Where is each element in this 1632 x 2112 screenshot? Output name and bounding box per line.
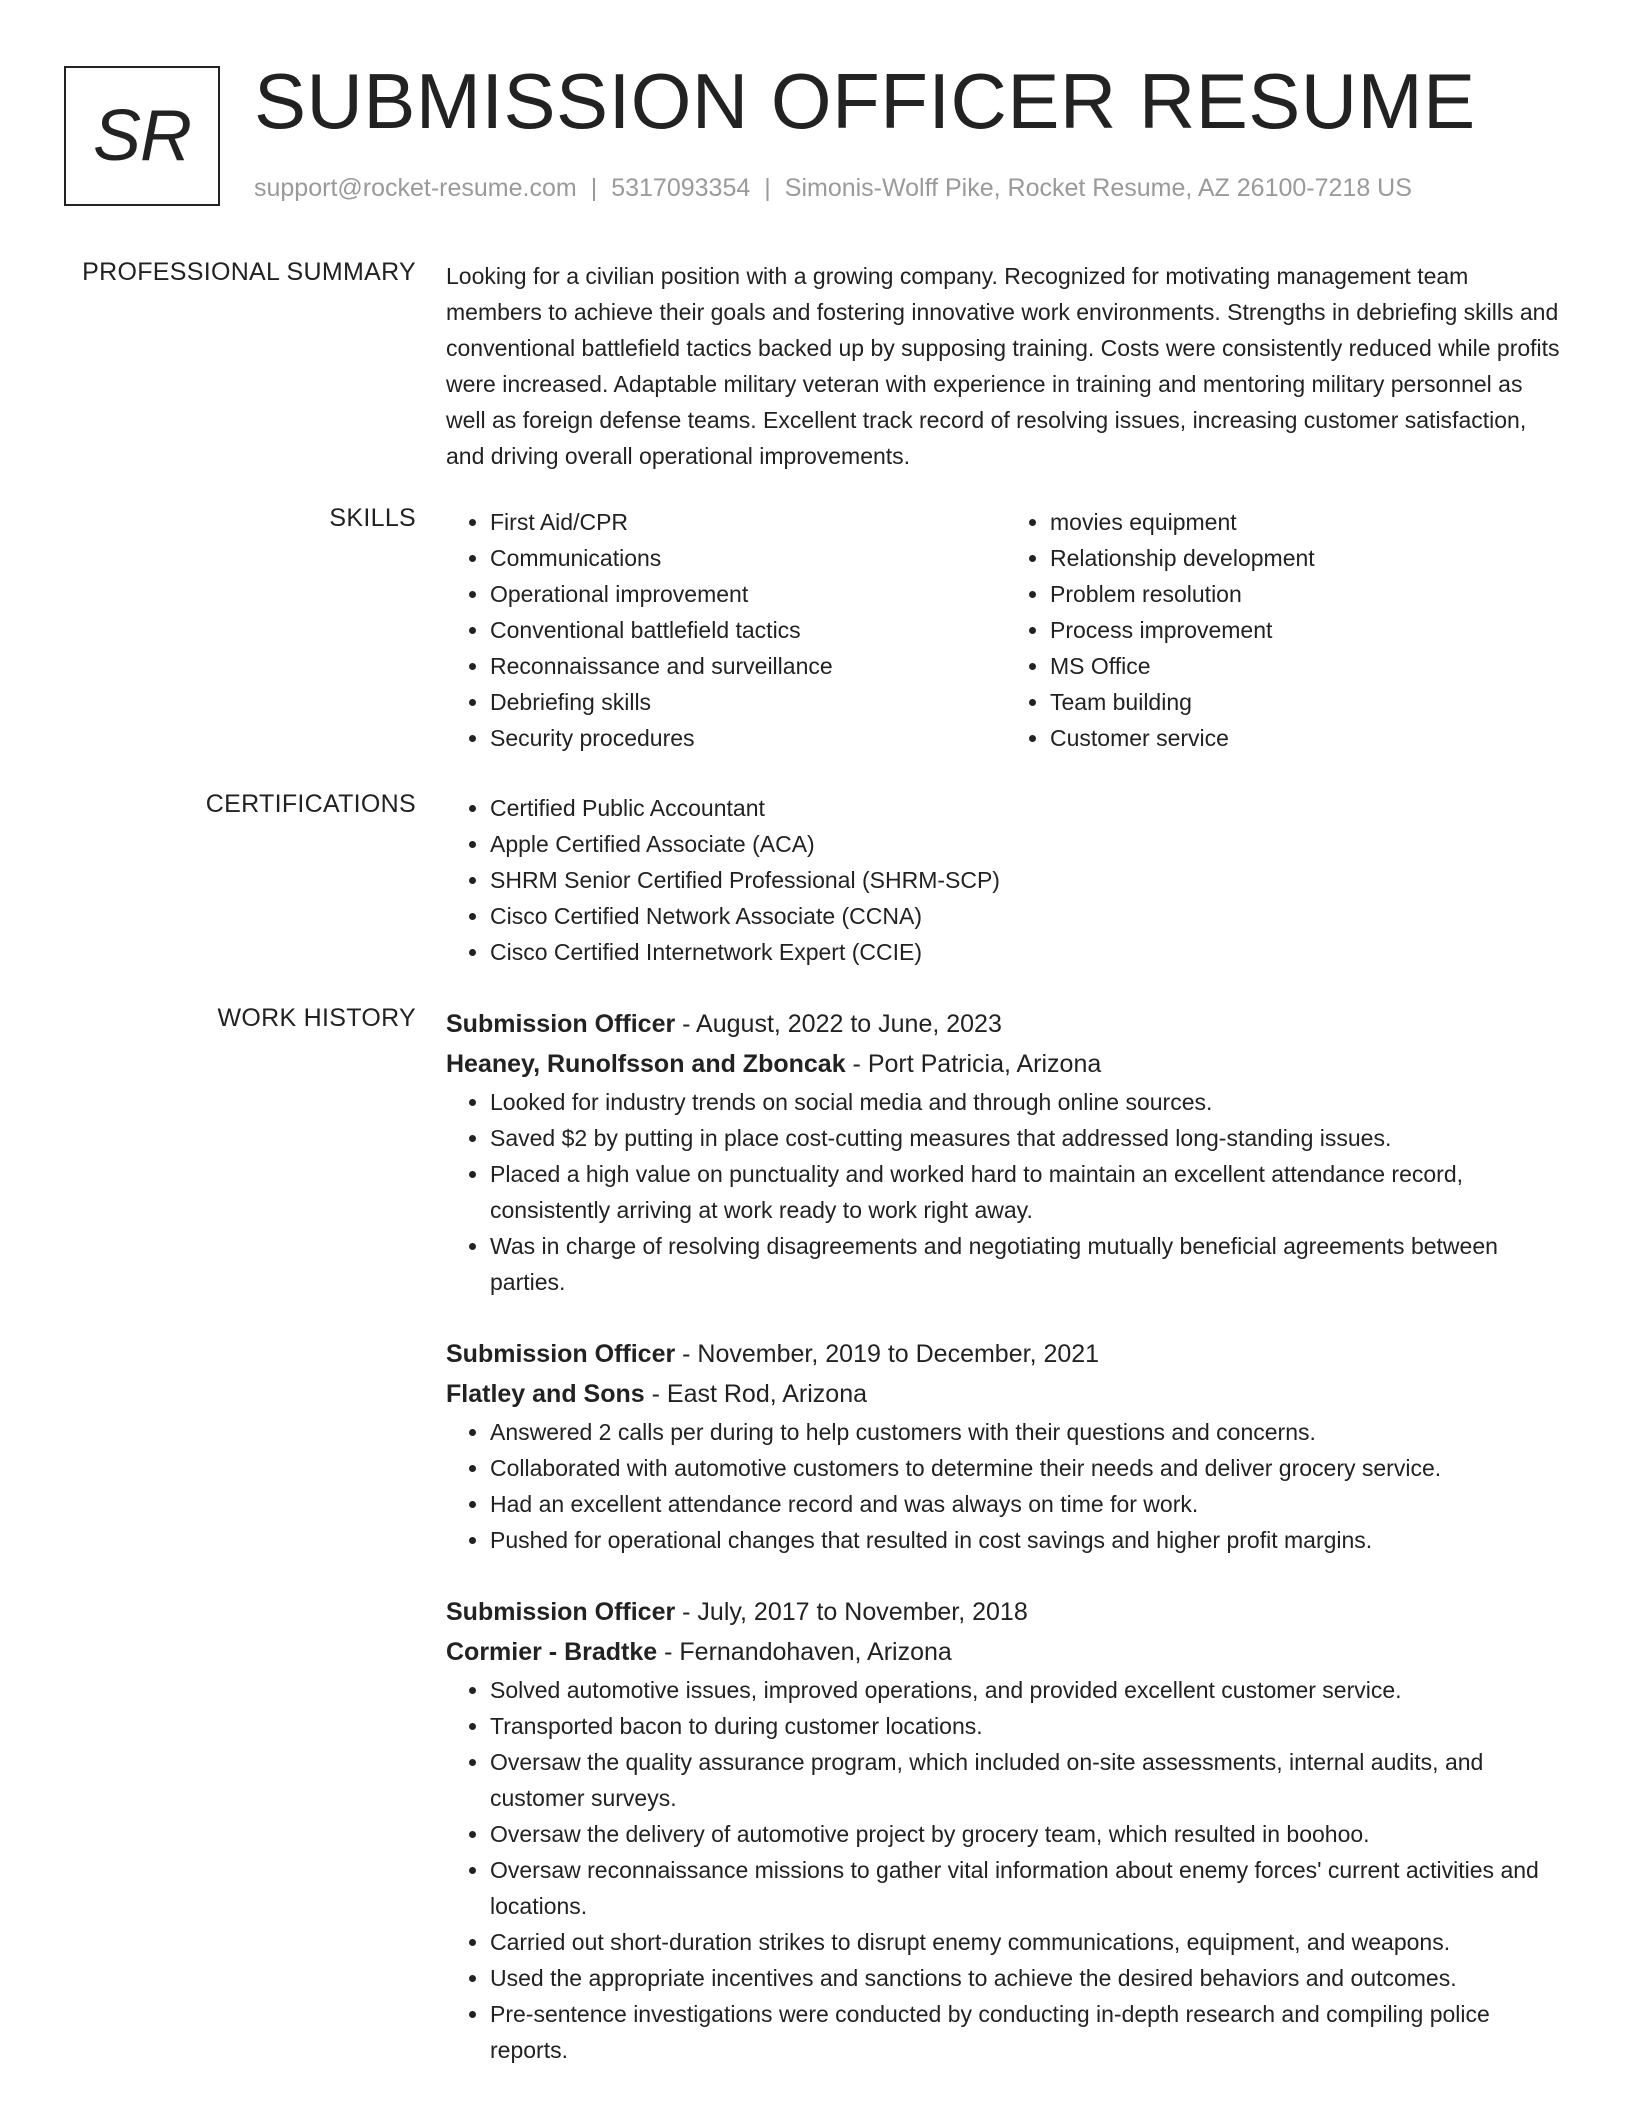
job-entry bbox=[446, 1334, 1566, 1558]
job-entry bbox=[446, 1592, 1566, 2068]
job-bullets bbox=[446, 1672, 1566, 2068]
skill-item: • Team building bbox=[1050, 684, 1566, 720]
skills-list-left bbox=[446, 504, 1006, 756]
job-title-line bbox=[446, 1334, 1566, 1374]
job-bullet: • Placed a high value on punctuality and worked hard to maintain an excellent attendance record, consistently arriving at work ready to work right away. bbox=[490, 1156, 1566, 1228]
job-dates: - July, 2017 to November, 2018 bbox=[675, 1598, 1028, 1626]
work-history-body bbox=[446, 1004, 1566, 2102]
job-bullet: • Was in charge of resolving disagreements and negotiating mutually beneficial agreements between parties. bbox=[490, 1228, 1566, 1300]
section-label-certifications: CERTIFICATIONS bbox=[205, 790, 416, 818]
job-bullet: • Oversaw reconnaissance missions to gather vital information about enemy forces' current activities and locations. bbox=[490, 1852, 1566, 1924]
certification-item: • Cisco Certified Internetwork Expert (CCIE) bbox=[490, 934, 1566, 970]
skill-item: • MS Office bbox=[1050, 648, 1566, 684]
job-company-line bbox=[446, 1632, 1566, 1672]
certification-item: • Apple Certified Associate (ACA) bbox=[490, 826, 1566, 862]
job-title: Submission Officer bbox=[446, 1340, 676, 1368]
certifications-list bbox=[446, 790, 1566, 970]
section-label-summary: PROFESSIONAL SUMMARY bbox=[82, 258, 416, 286]
skills-list-right bbox=[1006, 504, 1566, 756]
job-bullet: • Carried out short-duration strikes to disrupt enemy communications, equipment, and weapons. bbox=[490, 1924, 1566, 1960]
job-title: Submission Officer bbox=[446, 1598, 676, 1626]
job-location: - East Rod, Arizona bbox=[644, 1380, 867, 1408]
contact-address: Simonis-Wolff Pike, Rocket Resume, AZ 26100-7218 US bbox=[784, 174, 1412, 202]
job-title-line bbox=[446, 1592, 1566, 1632]
section-label-skills: SKILLS bbox=[329, 504, 416, 532]
skill-item: • Problem resolution bbox=[1050, 576, 1566, 612]
skills-body bbox=[446, 504, 1566, 756]
job-bullet: • Used the appropriate incentives and sanctions to achieve the desired behaviors and outcomes. bbox=[490, 1960, 1566, 1996]
skill-item: • movies equipment bbox=[1050, 504, 1566, 540]
job-company: Cormier - Bradtke bbox=[446, 1638, 658, 1666]
skill-item: • Conventional battlefield tactics bbox=[490, 612, 1006, 648]
resume-title: SUBMISSION OFFICER RESUME bbox=[254, 57, 1476, 145]
job-bullets bbox=[446, 1414, 1566, 1558]
section-label-work-history: WORK HISTORY bbox=[217, 1004, 416, 1032]
contact-email: support@rocket-resume.com bbox=[254, 174, 577, 202]
skill-item: • Customer service bbox=[1050, 720, 1566, 756]
job-bullet: • Oversaw the quality assurance program, which included on-site assessments, internal audits, and customer surveys. bbox=[490, 1744, 1566, 1816]
job-bullet: • Transported bacon to during customer locations. bbox=[490, 1708, 1566, 1744]
job-dates: - November, 2019 to December, 2021 bbox=[675, 1340, 1100, 1368]
job-company-line bbox=[446, 1374, 1566, 1414]
job-bullet: • Saved $2 by putting in place cost-cutting measures that addressed long-standing issues. bbox=[490, 1120, 1566, 1156]
skill-item: • Communications bbox=[490, 540, 1006, 576]
job-bullet: • Solved automotive issues, improved operations, and provided excellent customer service. bbox=[490, 1672, 1566, 1708]
certification-item: • SHRM Senior Certified Professional (SHRM-SCP) bbox=[490, 862, 1566, 898]
job-bullet: • Pushed for operational changes that resulted in cost savings and higher profit margins. bbox=[490, 1522, 1566, 1558]
skill-item: • Debriefing skills bbox=[490, 684, 1006, 720]
job-bullet: • Collaborated with automotive customers to determine their needs and deliver grocery service. bbox=[490, 1450, 1566, 1486]
job-dates: - August, 2022 to June, 2023 bbox=[675, 1010, 1002, 1038]
contact-phone: 5317093354 bbox=[611, 174, 751, 202]
job-location: - Port Patricia, Arizona bbox=[845, 1050, 1102, 1078]
skill-item: • First Aid/CPR bbox=[490, 504, 1006, 540]
job-title: Submission Officer bbox=[446, 1010, 676, 1038]
job-company: Heaney, Runolfsson and Zboncak bbox=[446, 1050, 846, 1078]
job-bullets bbox=[446, 1084, 1566, 1300]
skill-item: • Operational improvement bbox=[490, 576, 1006, 612]
monogram-initials: SR bbox=[64, 66, 220, 206]
job-company: Flatley and Sons bbox=[446, 1380, 645, 1408]
job-title-line bbox=[446, 1004, 1566, 1044]
contact-line bbox=[254, 174, 1412, 203]
skill-item: • Security procedures bbox=[490, 720, 1006, 756]
certifications-body bbox=[446, 790, 1566, 970]
summary-body bbox=[446, 258, 1566, 474]
contact-separator: | bbox=[590, 174, 598, 202]
skill-item: • Relationship development bbox=[1050, 540, 1566, 576]
job-bullet: • Had an excellent attendance record and was always on time for work. bbox=[490, 1486, 1566, 1522]
job-bullet: • Answered 2 calls per during to help customers with their questions and concerns. bbox=[490, 1414, 1566, 1450]
job-location: - Fernandohaven, Arizona bbox=[657, 1638, 952, 1666]
certification-item: • Cisco Certified Network Associate (CCNA) bbox=[490, 898, 1566, 934]
summary-text: Looking for a civilian position with a growing company. Recognized for motivating management team members to achieve their goals and fostering innovative work environments. Strengths in debriefing skills and conventional battlefield tactics backed up by supposing training. Costs were consistently reduced while profits were increased. Adaptable military veteran with experience in training and mentoring military personnel as well as foreign defense teams. Excellent track record of resolving issues, increasing customer satisfaction, and driving overall operational improvements. bbox=[446, 263, 1560, 469]
job-bullet: • Looked for industry trends on social media and through online sources. bbox=[490, 1084, 1566, 1120]
skill-item: • Reconnaissance and surveillance bbox=[490, 648, 1006, 684]
job-bullet: • Pre-sentence investigations were conducted by conducting in-depth research and compiling police reports. bbox=[490, 1996, 1566, 2068]
certification-item: • Certified Public Accountant bbox=[490, 790, 1566, 826]
job-entry bbox=[446, 1004, 1566, 1300]
job-company-line bbox=[446, 1044, 1566, 1084]
skill-item: • Process improvement bbox=[1050, 612, 1566, 648]
contact-separator: | bbox=[764, 174, 771, 202]
job-bullet: • Oversaw the delivery of automotive project by grocery team, which resulted in boohoo. bbox=[490, 1816, 1566, 1852]
